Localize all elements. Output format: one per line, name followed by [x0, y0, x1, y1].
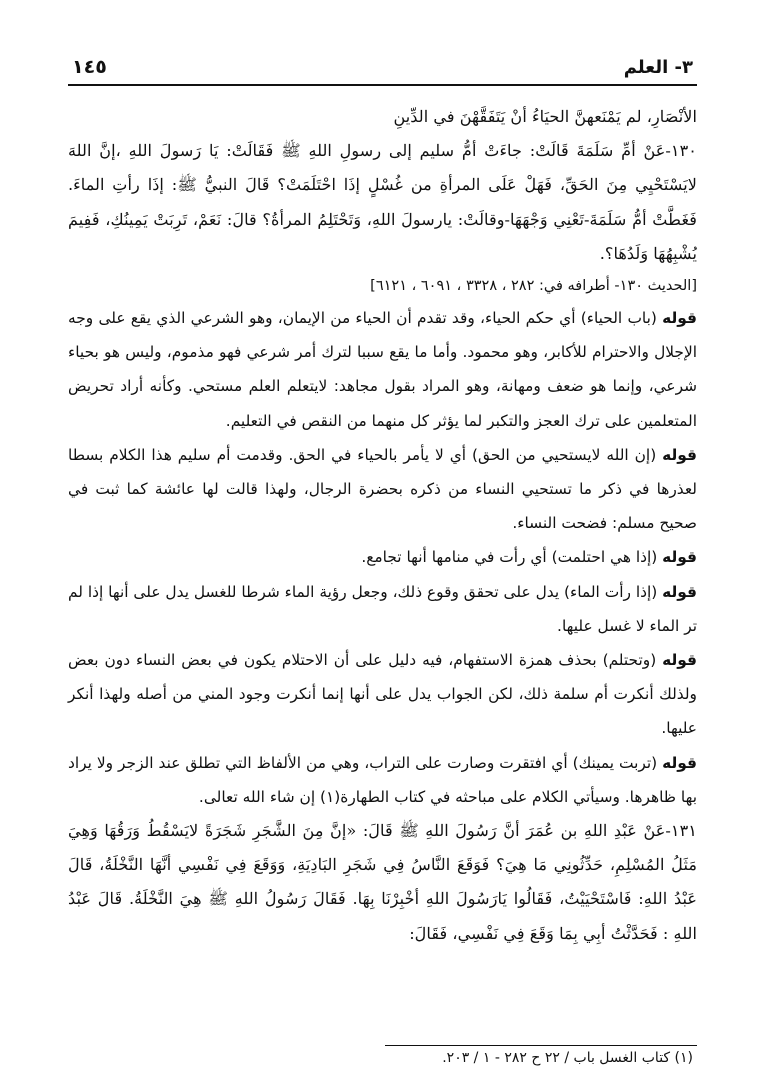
qawl-label: قوله — [662, 309, 697, 328]
commentary-paragraph — [68, 438, 697, 541]
commentary-text: (إذا رأت الماء) يدل على تحقق وقوع ذلك، وجعل رؤية الماء شرطا للغسل يدل على أنها إذا لم تر الماء لا غسل عليها. — [68, 582, 697, 635]
qawl-label: قوله — [662, 445, 697, 464]
commentary-paragraph — [68, 540, 697, 574]
commentary-text: (إذا هي احتلمت) أي رأت في منامها أنها تجامع. — [361, 548, 663, 567]
commentary-paragraph — [68, 575, 697, 643]
commentary-text: (وتحتلم) بحذف همزة الاستفهام، فيه دليل على أن الاحتلام يكون في بعض النساء دون بعض ولذلك أنكرت أم سلمة ذلك، لكن الجواب يدل على أنها إنما أنكرت وجود المني من أصله ولهذا أنكر عليها. — [68, 651, 697, 738]
commentary-paragraph — [68, 301, 697, 438]
page-header — [68, 56, 697, 86]
commentary-paragraph — [68, 643, 697, 746]
commentary-text: (باب الحياء) أي حكم الحياء، وقد تقدم أن الحياء من الإيمان، وهو الشرعي الذي يقع على وجه الإجلال والاحترام للأكابر، وهو محمود. وأما ما يقع سببا لترك أمر شرعي فهو مذموم، وليس هو بحياء شرعي، وإنما هو ضعف ومهانة، وهو المراد بقول مجاهد: لايتعلم العلم مستحي. وكأنه أراد تحريض المتعلمين على ترك العجز والتكبر لما يؤثر كل منهما من النقص في التعليم. — [68, 309, 697, 430]
qawl-label: قوله — [662, 548, 697, 567]
hadith-131: ١٣١-عَنْ عَبْدِ اللهِ بن عُمَرَ أنَّ رَسُولَ اللهِ ﷺ قَالَ: «إنَّ مِنَ الشَّجَرِ شَجَرَةً لايَسْقُطُ وَرَقُهَا وَهِيَ مَثَلُ المُسْلِمِ، حَدِّثُونِي مَا هِيَ؟ فَوَقَعَ النَّاسُ فِي شَجَرِ البَادِيَةِ، وَوَقَعَ فِي نَفْسِي أنَّهَا النَّخْلَةُ، قَالَ عَبْدُ اللهِ: فَاسْتَحْيَيْتُ، فَقَالُوا يَارَسُولَ اللهِ أخْبِرْنَا بِهَا. فَقَالَ رَسُولُ اللهِ ﷺ هِيَ النَّخْلَةُ. قَالَ عَبْدُ اللهِ : فَحَدَّثْتُ أبِي بِمَا وَقَعَ فِي نَفْسِي، فَقَالَ: — [68, 821, 697, 943]
qawl-label: قوله — [662, 582, 697, 601]
chapter-title: ٣- العلم — [623, 57, 693, 78]
qawl-label: قوله — [662, 651, 697, 670]
footnote: (١) كتاب الغسل باب / ٢٢ ح ٢٨٢ - ١ / ٢٠٣. — [442, 1050, 693, 1066]
page-number: ١٤٥ — [72, 56, 107, 78]
footnote-divider — [385, 1045, 697, 1046]
hadith-130-references: [الحديث ١٣٠- أطرافه في: ٢٨٢ ، ٣٣٢٨ ، ٦٠٩١ ، ٦١٢١] — [370, 278, 697, 295]
hadith-130: ١٣٠-عَنْ أمِّ سَلَمَةَ قَالَتْ: جاءَتْ أمُّ سليم إلى رسولِ اللهِ ﷺ فَقَالَتْ: يَا رَسولَ اللهِ ،إنَّ اللهَ لايَسْتَحْيِي مِنَ الحَقِّ، فَهَلْ عَلَى المرأةِ من غُسْلٍ إذَا احْتَلَمَتْ؟ قَالَ النبيُّ ﷺ: إذَا رأتِ الماءَ. فَغَطَّتْ أمُّ سَلَمَةَ-تَعْنِي وَجْهَهَا-وقالَتْ: يارسولَ اللهِ، وَتَحْتَلِمُ المرأةُ؟ قالَ: نَعَمْ، تَرِبَتْ يَمِينُكِ، فَفِيمَ يُشْبِهُهَا وَلَدُهَا؟. — [68, 141, 697, 263]
commentary-paragraph — [68, 746, 697, 814]
page-body — [68, 100, 697, 951]
commentary-text: (تربت يمينك) أي افتقرت وصارت على التراب، وهي من الألفاظ التي تطلق عند الزجر ولا يراد بها ظاهرها. وسيأتي الكلام على مباحثه في كتاب الطهارة(١) إن شاء الله تعالى. — [68, 753, 697, 806]
commentary-text: (إن الله لايستحيي من الحق) أي لا يأمر بالحياء في الحق. وقدمت أم سليم هذا الكلام بسطا لعذرها في ذكر ما تستحيي النساء من ذكره بحضرة الرجال، ولهذا قالت لها عائشة كما ثبت في صحيح مسلم: فضحت النساء. — [68, 445, 697, 533]
qawl-label: قوله — [662, 753, 697, 772]
hadith-continuation: الأنْصَارِ، لم يَمْنَعهنَّ الحيَاءُ أنْ يَتَفَقَّهْنَ في الدِّينِ — [393, 107, 697, 126]
